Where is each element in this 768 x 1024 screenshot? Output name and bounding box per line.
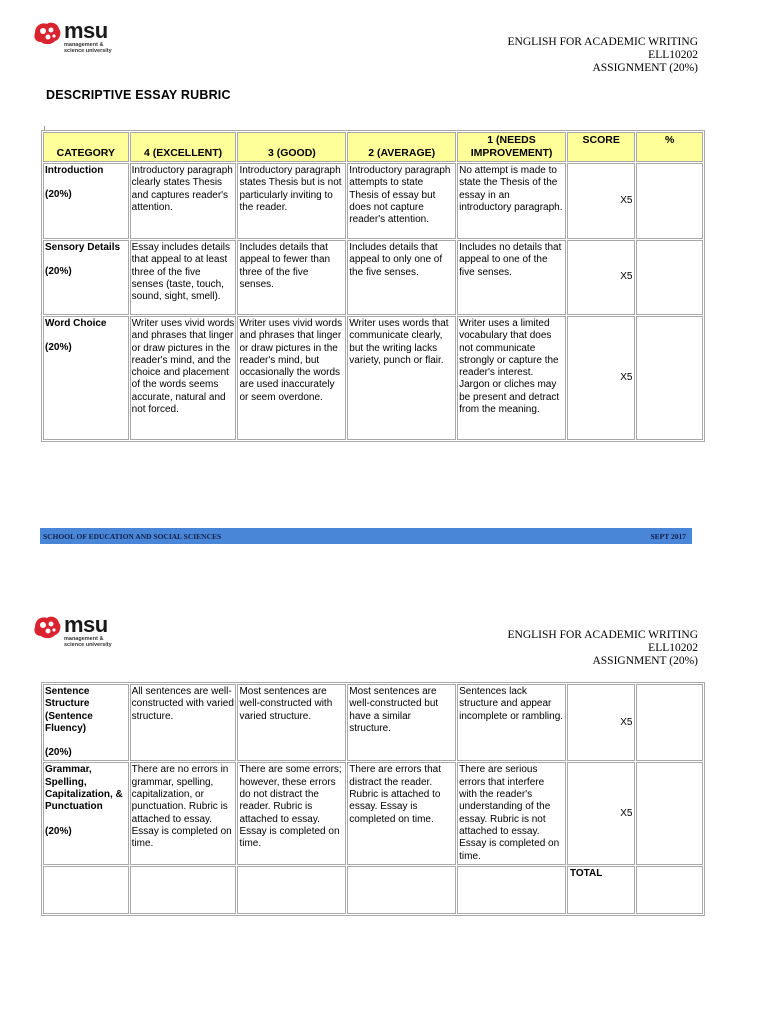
rubric-table-page-2 <box>41 682 705 916</box>
cell-percent <box>636 240 703 315</box>
cell-needs-improvement: There are serious errors that interfere with the reader's understanding of the essay. Rubric is not attached to essay. Essay is completed on time. <box>457 762 566 864</box>
cell-excellent: There are no errors in grammar, spelling, capitalization, or punctuation. Rubric is attached to essay. Essay is completed on time. <box>130 762 237 864</box>
table-header-row <box>43 132 703 162</box>
footer-school: SCHOOL OF EDUCATION AND SOCIAL SCIENCES <box>43 531 222 541</box>
cell-excellent: All sentences are well-constructed with varied structure. <box>130 684 237 761</box>
cell-excellent: Writer uses vivid words and phrases that linger or draw pictures in the reader's mind, and the choice and placement of the words seems accurate, natural and not forced. <box>130 316 237 440</box>
logo-subtitle-1: management & <box>64 636 104 642</box>
cell-good: Introductory paragraph states Thesis but is not particularly inviting to the reader. <box>237 163 346 239</box>
cell-percent <box>636 163 703 239</box>
logo-subtitle-2: science university <box>64 48 112 54</box>
cell-percent <box>636 762 703 864</box>
logo-wordmark: msu <box>64 18 108 43</box>
category-weight: (20%) <box>45 189 72 201</box>
cell-good: Includes details that appeal to fewer than three of the five senses. <box>237 240 346 315</box>
course-header <box>508 36 699 75</box>
cell-empty <box>457 866 566 914</box>
page-title: DESCRIPTIVE ESSAY RUBRIC <box>46 88 231 102</box>
msu-emblem-icon <box>32 20 62 46</box>
course-header-page-2 <box>508 629 699 668</box>
category-weight: (20%) <box>45 342 72 354</box>
category-label: Grammar, Spelling, Capitalization, & Punctuation <box>45 764 123 813</box>
cell-needs-improvement: Includes no details that appeal to one of the five senses. <box>457 240 566 315</box>
course-name: ENGLISH FOR ACADEMIC WRITING <box>507 36 698 48</box>
cell-average: Most sentences are well-constructed but have a similar structure. <box>347 684 456 761</box>
category-label: Introduction <box>45 165 104 176</box>
cell-empty <box>130 866 237 914</box>
cell-empty <box>43 866 129 914</box>
row-category <box>43 316 129 440</box>
cell-percent <box>636 316 703 440</box>
col-header-score: SCORE <box>567 132 636 162</box>
footer-date: SEPT 2017 <box>650 531 686 541</box>
cell-empty <box>347 866 456 914</box>
category-label: Word Choice <box>45 318 107 329</box>
category-weight: (20%) <box>45 825 72 837</box>
total-row <box>43 866 703 914</box>
category-weight: (20%) <box>45 266 72 278</box>
cell-needs-improvement: Writer uses a limited vocabulary that does not communicate strongly or capture the reader's interest. Jargon or cliches may be present and detract from the meaning. <box>457 316 566 440</box>
cell-excellent: Introductory paragraph clearly states Thesis and captures reader's attention. <box>130 163 237 239</box>
logo-subtitle-2: science university <box>64 642 112 648</box>
col-header-percent: % <box>636 132 703 162</box>
logo-subtitle-1: management & <box>64 42 104 48</box>
msu-emblem-icon <box>32 614 62 640</box>
rubric-table-page-1 <box>41 130 705 442</box>
cell-excellent: Essay includes details that appeal to at least three of the five senses (taste, touch, sound, sight, smell). <box>130 240 237 315</box>
cell-percent <box>636 684 703 761</box>
assignment-weight: ASSIGNMENT (20%) <box>592 62 698 74</box>
cell-score: X5 <box>567 316 636 440</box>
course-code: ELL10202 <box>648 642 698 654</box>
total-label: TOTAL <box>567 866 636 914</box>
row-category <box>43 240 129 315</box>
cell-good: There are some errors; however, these errors do not distract the reader. Rubric is attached to essay. Essay is completed on time. <box>237 762 346 864</box>
table-row <box>43 240 703 315</box>
col-header-needs-improvement: 1 (NEEDS IMPROVEMENT) <box>457 132 566 162</box>
course-code: ELL10202 <box>648 49 698 61</box>
msu-logo <box>32 20 112 54</box>
col-header-category: CATEGORY <box>43 132 129 162</box>
table-row <box>43 316 703 440</box>
msu-logo-page-2 <box>32 614 112 648</box>
page-footer-bar <box>40 528 692 544</box>
cell-average: There are errors that distract the reader. Rubric is attached to essay. Essay is completed on time. <box>347 762 456 864</box>
table-row <box>43 762 703 864</box>
cell-good: Writer uses vivid words and phrases that linger or draw pictures in the reader's mind, but occasionally the words are used inaccurately or seem overdone. <box>237 316 346 440</box>
col-header-average: 2 (AVERAGE) <box>347 132 456 162</box>
table-row <box>43 163 703 239</box>
row-category <box>43 762 129 864</box>
cell-score: X5 <box>567 163 636 239</box>
col-header-excellent: 4 (EXCELLENT) <box>130 132 237 162</box>
category-label: Sentence Structure (Sentence Fluency) <box>45 686 93 734</box>
cell-score: X5 <box>567 684 636 761</box>
logo-wordmark: msu <box>64 612 108 637</box>
total-value <box>636 866 703 914</box>
row-category <box>43 163 129 239</box>
col-header-good: 3 (GOOD) <box>237 132 346 162</box>
cell-good: Most sentences are well-constructed with varied structure. <box>237 684 346 761</box>
cell-average: Introductory paragraph attempts to state Thesis of essay but does not capture reader's attention. <box>347 163 456 239</box>
table-row <box>43 684 703 761</box>
cell-average: Writer uses words that communicate clearly, but the writing lacks variety, punch or flair. <box>347 316 456 440</box>
cell-needs-improvement: Sentences lack structure and appear incomplete or rambling. <box>457 684 566 761</box>
cell-empty <box>237 866 346 914</box>
course-name: ENGLISH FOR ACADEMIC WRITING <box>507 629 698 641</box>
category-label: Sensory Details <box>45 242 121 253</box>
category-weight: (20%) <box>45 747 72 759</box>
cell-score: X5 <box>567 240 636 315</box>
assignment-weight: ASSIGNMENT (20%) <box>592 655 698 667</box>
cell-average: Includes details that appeal to only one of the five senses. <box>347 240 456 315</box>
row-category <box>43 684 129 761</box>
cell-score: X5 <box>567 762 636 864</box>
cell-needs-improvement: No attempt is made to state the Thesis of the essay in an introductory paragraph. <box>457 163 566 239</box>
